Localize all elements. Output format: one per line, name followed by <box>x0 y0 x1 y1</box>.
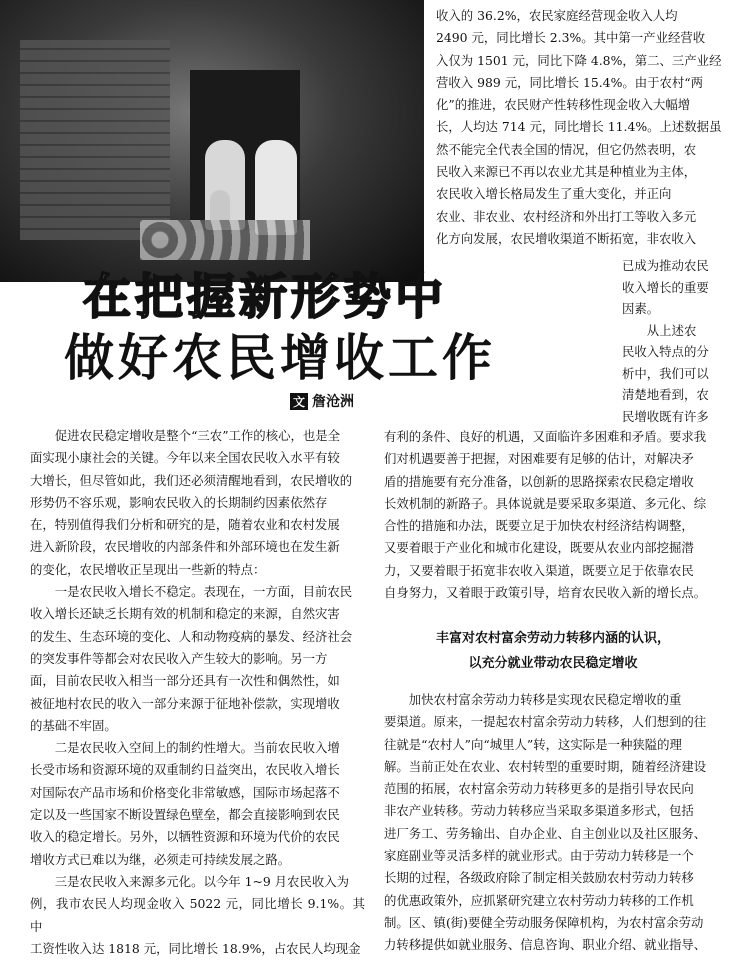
text-line: 工资性收入达 1818 元，同比增长 18.9%，占农民人均现金 <box>30 940 361 956</box>
text-line: 例，我市农民人均现金收入 5022 元，同比增长 9.1%。其中 <box>30 896 365 934</box>
text-line: 的优惠政策外，应抓紧研究建立农村劳动力转移的工作机 <box>384 892 694 908</box>
text-line: 收入增长还缺乏长期有效的机制和稳定的来源，自然灾害 <box>30 606 340 622</box>
text-line: 被征地村农民的收入一部分来源于征地补偿款，实现增收 <box>30 695 340 711</box>
text-line: 收入的稳定增长。另外，以牺牲资源和环境为代价的农民 <box>30 829 340 845</box>
text-line: 对国际农产品市场和价格变化非常敏感，国际市场起落不 <box>30 784 340 800</box>
article-photo <box>0 0 424 282</box>
text-line: 长期的过程，各级政府除了制定相关鼓励农村劳动力转移 <box>384 870 694 886</box>
text-line: 收入增长的重要 <box>622 279 709 295</box>
section-heading-line-2: 以充分就业带动农民稳定增收 <box>468 656 638 671</box>
text-line: 进厂务工、劳务输出、自办企业、自主创业以及社区服务、 <box>384 825 707 841</box>
text-line: 合性的措施和办法，既要立足于加快农村经济结构调整， <box>384 518 694 534</box>
text-line: 要渠道。原来，一提起农村富余劳动力转移，人们想到的往 <box>384 714 707 730</box>
text-line: 力，又要着眼于拓宽非农收入渠道，既要立足于依靠农民 <box>384 562 694 578</box>
text-line: 2490 元，同比增长 2.3%。其中第一产业经营收 <box>436 30 706 46</box>
text-line: 非农产业转移。劳动力转移应当采取多渠道多形式，包括 <box>384 803 694 819</box>
text-line: 自身努力，又着眼于政策引导，培育农民收入新的增长点。 <box>384 585 707 601</box>
title-line-1: 在把握新形势中 <box>82 269 447 325</box>
text-line: 入仅为 1501 元，同比下降 4.8%，第二、三产业经 <box>436 52 722 68</box>
text-line: 从上述农 <box>622 322 697 338</box>
text-block-right-middle <box>384 426 722 604</box>
author-tag: 文 <box>290 393 308 410</box>
text-line: 化”的推进，农民财产性转移性现金收入大幅增 <box>436 97 691 113</box>
text-line: 力转移提供如就业服务、信息咨询、职业介绍、就业指导、 <box>384 937 707 953</box>
text-line: 家庭副业等灵活多样的就业形式。由于劳动力转移是一个 <box>384 848 694 864</box>
text-line: 往就是“农村人”向“城里人”转，这实际是一种狭隘的理 <box>384 736 682 752</box>
title-line-2: 做好农民增收工作 <box>64 329 496 387</box>
text-line: 制。区、镇(街)要健全劳动服务保障机构，为农村富余劳动 <box>384 914 704 930</box>
text-line: 民增收既有许多 <box>622 408 709 424</box>
section-heading <box>384 626 722 676</box>
text-line: 又要着眼于产业化和城市化建设，既要从农业内部挖掘潜 <box>384 540 694 556</box>
text-block-right-lower <box>384 689 722 957</box>
text-line: 的变化，农民增收正呈现出一些新的特点： <box>30 561 266 577</box>
text-line: 范围的拓展，农村富余劳动力转移更多的是指引导农民向 <box>384 781 694 797</box>
text-line: 清楚地看到，农 <box>622 387 709 402</box>
section-heading-line-1: 丰富对农村富余劳动力转移内涵的认识， <box>435 631 670 646</box>
text-line: 加快农村富余劳动力转移是实现农民稳定增收的重 <box>384 692 682 707</box>
text-line: 有利的条件、良好的机遇，又面临许多困难和矛盾。要求我 <box>384 429 707 444</box>
text-line: 们对机遇要善于把握，对困难要有足够的估计，对解决矛 <box>384 451 694 467</box>
text-block-right-narrow <box>622 255 734 427</box>
text-line: 面实现小康社会的关键。今年以来全国农民收入水平有较 <box>30 450 340 466</box>
text-line: 形势仍不容乐观，影响农民收入的长期制约因素依然存 <box>30 494 328 510</box>
text-line: 促进农民稳定增收是整个“三农”工作的核心，也是全 <box>30 428 341 443</box>
text-line: 收入的 36.2%，农民家庭经营现金收入人均 <box>436 8 678 23</box>
text-line: 的突发事件等都会对农民收入产生较大的影响。另一方 <box>30 650 328 666</box>
text-line: 面，目前农民收入相当一部分还具有一次性和偶然性，如 <box>30 673 340 689</box>
text-line: 二是农民收入空间上的制约性增大。当前农民收入增 <box>30 740 340 756</box>
text-line: 然不能完全代表全国的情况，但它仍然表明，农 <box>436 141 697 157</box>
text-block-left-column <box>30 425 365 960</box>
byline <box>290 391 354 411</box>
text-line: 已成为推动农民 <box>622 258 709 273</box>
text-line: 进入新阶段，农民增收的内部条件和外部环境也在发生新 <box>30 539 340 555</box>
text-line: 民收入特点的分 <box>622 344 709 359</box>
author-name: 詹沧洲 <box>312 394 355 410</box>
text-line: 一是农民收入增长不稳定。表现在，一方面，目前农民 <box>30 584 353 600</box>
text-line: 解。当前正处在农业、农村转型的重要时期，随着经济建设 <box>384 758 707 774</box>
text-line: 盾的措施要有充分准备，以创新的思路探索农民稳定增收 <box>384 473 694 489</box>
text-line: 民收入来源已不再以农业尤其是种植业为主体， <box>436 164 697 180</box>
text-line: 大增长，但尽管如此，我们还必须清醒地看到，农民增收的 <box>30 472 353 488</box>
text-line: 长效机制的新路子。具体说就是要采取多渠道、多元化、综 <box>384 495 707 511</box>
text-line: 增收方式已难以为继，必须走可持续发展之路。 <box>30 851 291 867</box>
text-line: 三是农民收入来源多元化。以今年 1~9 月农民收入为 <box>30 873 350 889</box>
text-line: 农业、非农业、农村经济和外出打工等收入多元 <box>436 208 697 224</box>
text-line: 化方向发展，农民增收渠道不断拓宽，非农收入 <box>436 230 697 246</box>
text-line: 定以及一些国家不断设置绿色壁垒，都会直接影响到农民 <box>30 807 340 823</box>
text-line: 的基础不牢固。 <box>30 717 117 733</box>
chickens <box>140 220 310 260</box>
text-line: 营收入 989 元，同比增长 15.4%。由于农村“两 <box>436 74 704 90</box>
text-block-right-top <box>436 5 736 250</box>
text-line: 因素。 <box>622 301 660 316</box>
brick-wall <box>20 40 170 240</box>
text-line: 长，人均达 714 元，同比增长 11.4%。上述数据虽 <box>436 119 722 135</box>
text-line: 长受市场和资源环境的双重制约日益突出，农民收入增长 <box>30 762 340 778</box>
text-line: 在，特别值得我们分析和研究的是，随着农业和农村发展 <box>30 517 340 533</box>
text-line: 析中，我们可以 <box>622 365 709 381</box>
text-line: 农民收入增长格局发生了重大变化，并正向 <box>436 186 672 202</box>
text-line: 的发生、生态环境的变化、人和动物疫病的暴发、经济社会 <box>30 628 353 644</box>
